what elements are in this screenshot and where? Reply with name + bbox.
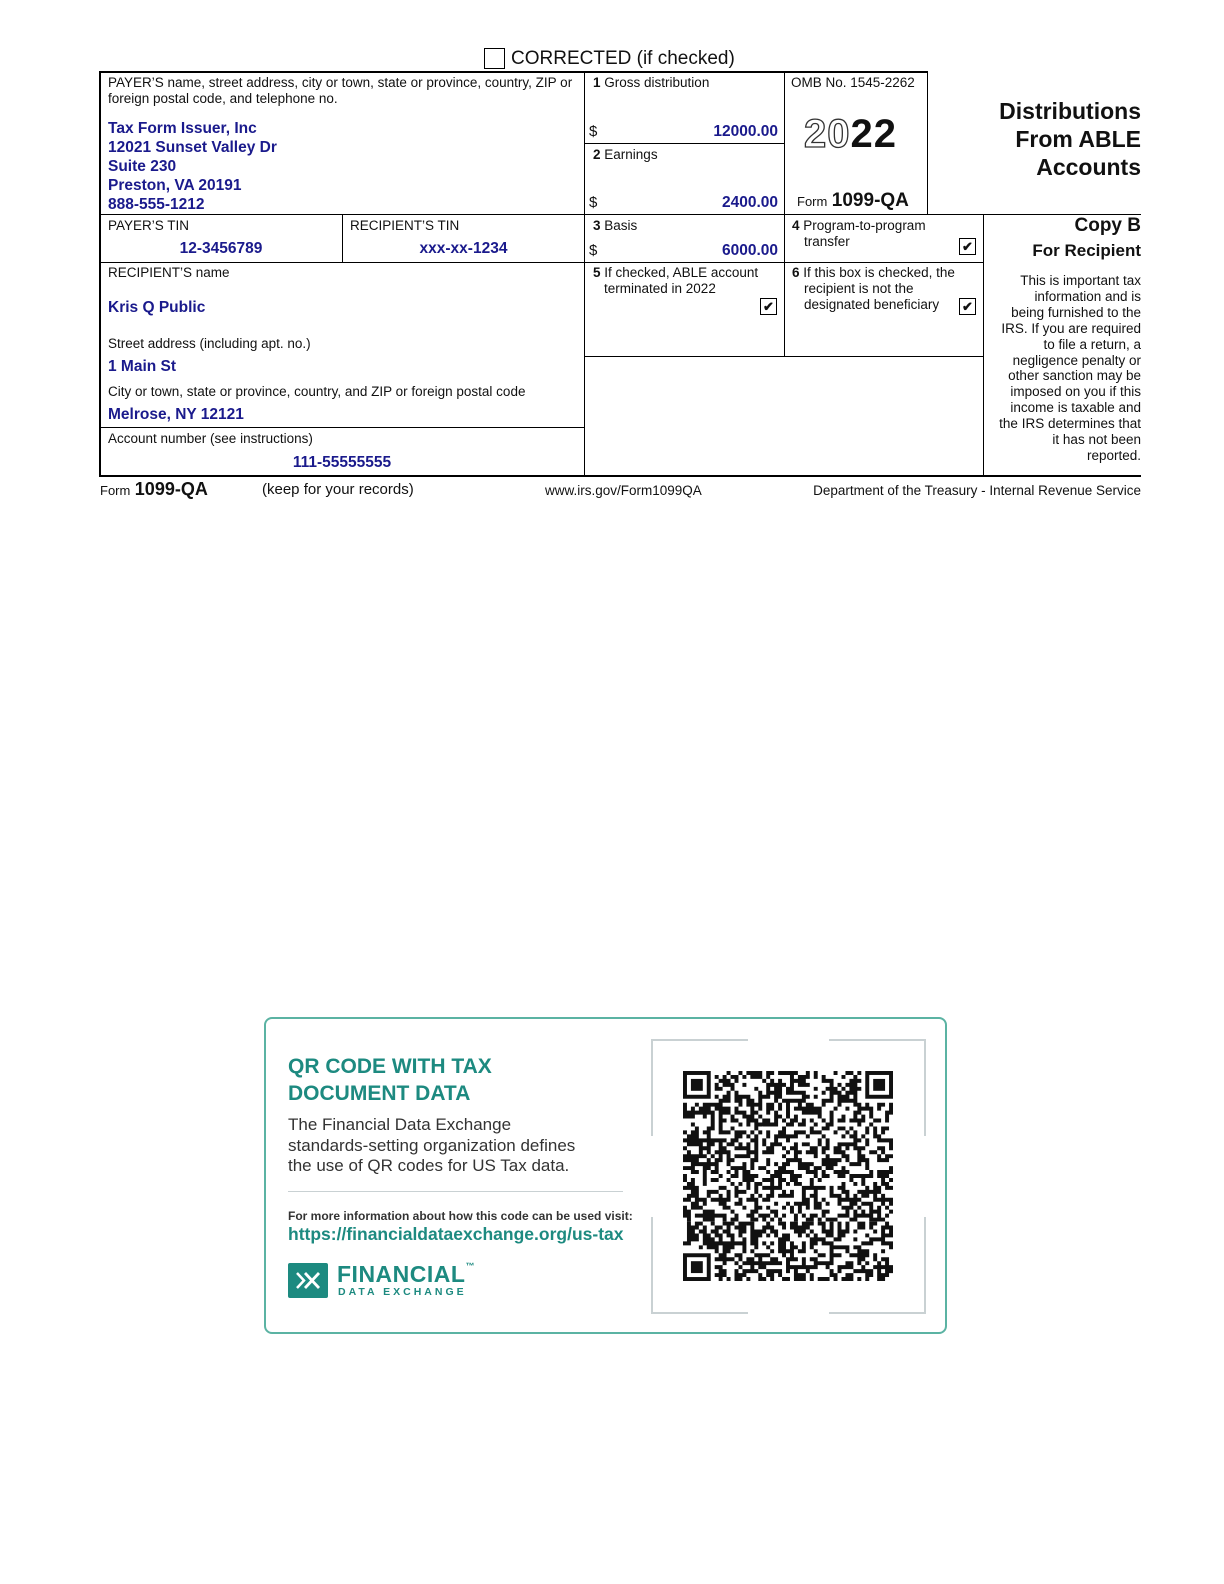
recipient-name: Kris Q Public [108,299,206,316]
street-value: 1 Main St [108,358,177,375]
city-label: City or town, state or province, country, and ZIP or foreign postal code [108,384,526,399]
form-id-top: Form 1099-QA [797,190,909,211]
copy-b-label: Copy B [1074,215,1141,236]
payer-tin-label: PAYER’S TIN [108,218,190,233]
footer-dept: Department of the Treasury - Internal Revenue Service [813,483,1141,498]
qr-card-divider [288,1191,623,1192]
box6-checkbox[interactable]: ✔ [959,298,976,315]
footer-url: www.irs.gov/Form1099QA [545,483,702,498]
corrected-checkbox[interactable] [484,48,505,69]
box3-label: 3 Basis [593,218,638,233]
recipient-tin-label: RECIPIENT’S TIN [350,218,460,233]
box4-checkbox[interactable]: ✔ [959,238,976,255]
box1-value: 12000.00 [713,123,778,140]
recipient-tin: xxx-xx-1234 [419,240,508,257]
payer-label: PAYER’S name, street address, city or town, state or province, country, ZIP or foreign postal code, and telephone no. [108,75,573,106]
qr-card-heading: QR CODE WITH TAX DOCUMENT DATA [288,1055,492,1105]
omb-number: OMB No. 1545-2262 [791,75,915,90]
box5-checkbox[interactable]: ✔ [760,298,777,315]
account-value: 111-55555555 [292,454,392,471]
payer-suite: Suite 230 [108,158,177,175]
box4-label: 4 Program-to-program transfer [792,218,926,249]
tax-year: 2022 [804,112,897,156]
city-value: Melrose, NY 12121 [108,406,244,423]
fdx-link[interactable]: https://financialdataexchange.org/us-tax [288,1224,624,1244]
qr-code-frame [651,1039,926,1314]
for-recipient-label: For Recipient [1032,241,1141,260]
box3-dollar: $ [589,242,598,259]
more-info-text: For more information about how this code can be used visit: [288,1209,633,1223]
box5-label: 5 If checked, ABLE account terminated in 2022 [593,265,759,296]
corrected-label: CORRECTED (if checked) [511,48,735,69]
box1-label: 1 Gross distribution [593,75,710,90]
account-label: Account number (see instructions) [108,431,313,446]
box2-label: 2 Earnings [593,147,658,162]
fdx-logo-mark-icon [288,1263,328,1298]
form-id-footer: Form 1099-QA [100,479,208,499]
fdx-logo-word: FINANCIAL™ [337,1261,475,1287]
street-label: Street address (including apt. no.) [108,336,311,351]
fdx-logo-sub: DATA EXCHANGE [338,1286,467,1298]
payer-tin: 12-3456789 [179,240,263,257]
payer-city: Preston, VA 20191 [108,177,242,194]
footer-keep: (keep for your records) [262,481,414,498]
form-title: Distributions From ABLE Accounts [999,98,1141,180]
payer-street: 12021 Sunset Valley Dr [108,139,277,156]
payer-phone: 888-555-1212 [108,196,205,213]
box1-dollar: $ [589,123,598,140]
payer-name: Tax Form Issuer, Inc [108,120,257,137]
recipient-name-label: RECIPIENT’S name [108,265,230,280]
box3-value: 6000.00 [721,242,778,259]
box2-value: 2400.00 [721,194,778,211]
qr-code-icon [683,1071,893,1281]
recipient-notice: This is important tax information and is being furnished to the IRS. If you are required to file a return, a negligence penalty or other sanction may be imposed on you if this income is taxable and the IRS determines that it has not been reported. [999,273,1141,463]
qr-info-card [264,1017,947,1334]
box6-label: 6 If this box is checked, the recipient is not the designated beneficiary [792,265,955,312]
qr-card-description: The Financial Data Exchange standards-setting organization defines the use of QR codes for US Tax data. [288,1115,576,1175]
box2-dollar: $ [589,194,598,211]
